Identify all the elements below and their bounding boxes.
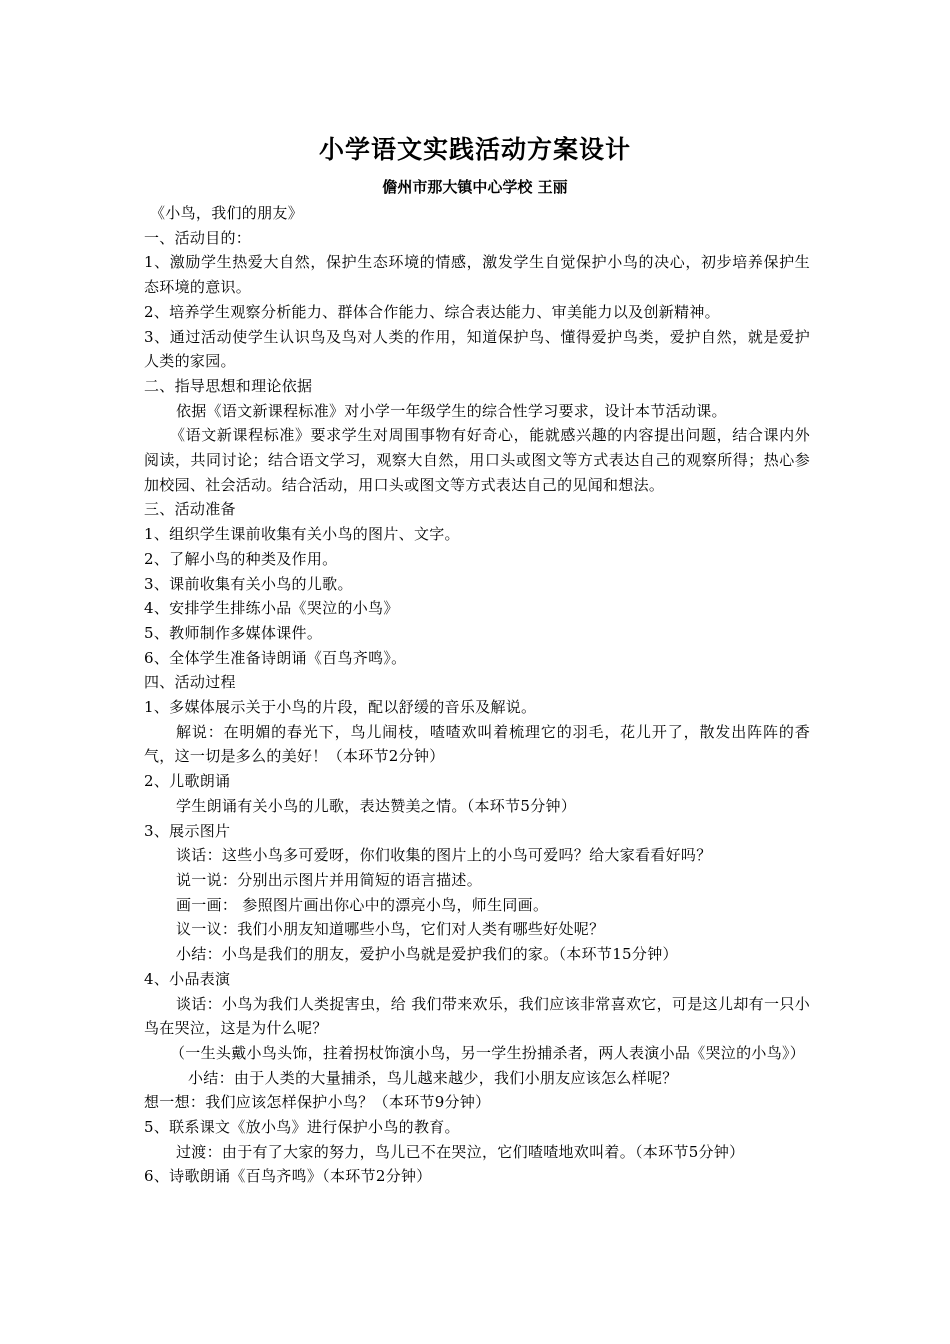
process-detail: 过渡：由于有了大家的努力，鸟儿已不在哭泣，它们喳喳地欢叫着。（本环节5分钟） — [176, 1142, 745, 1161]
process-detail: （一生头戴小鸟头饰，拄着拐杖饰演小鸟，另一学生扮捕杀者，两人表演小品《哭泣的小鸟》） — [170, 1043, 806, 1062]
process-detail: 议一议：我们小朋友知道哪些小鸟，它们对人类有哪些好处呢？ — [176, 920, 605, 939]
process-detail: 谈话：小鸟为我们人类捉害虫，给 我们带来欢乐，我们应该非常喜欢它，可是这儿却有一只小鸟在哭泣，这是为什么呢？ — [144, 994, 810, 1038]
theory-paragraph: 依据《语文新课程标准》对小学一年级学生的综合性学习要求，设计本节活动课。 — [176, 401, 727, 420]
process-step: 6、诗歌朗诵《百鸟齐鸣》（本环节2分钟） — [144, 1167, 432, 1186]
section-heading-goals: 一、活动目的： — [144, 228, 252, 247]
preparation-item: 3、课前收集有关小鸟的儿歌。 — [144, 574, 353, 593]
process-detail: 画一画： 参照图片画出你心中的漂亮小鸟，师生同画。 — [176, 895, 549, 914]
goal-item: 3、通过活动使学生认识鸟及鸟对人类的作用，知道保护鸟、懂得爱护鸟类，爱护自然，就是爱护人类的家园。 — [144, 327, 810, 371]
process-detail: 小结：由于人类的大量捕杀，鸟儿越来越少，我们小朋友应该怎么样呢？ — [188, 1068, 678, 1087]
document-author: 儋州市那大镇中心学校 王丽 — [382, 178, 568, 196]
process-step: 4、小品表演 — [144, 969, 231, 988]
goal-item: 2、培养学生观察分析能力、群体合作能力、综合表达能力、审美能力以及创新精神。 — [144, 302, 720, 321]
theory-paragraph: 《语文新课程标准》要求学生对周围事物有好奇心，能就感兴趣的内容提出问题，结合课内外阅读，共同讨论；结合语文学习，观察大自然，用口头或图文等方式表达自己的观察所得；热心参加校园、社会活动。结合活动，用口头或图文等方式表达自己的见闻和想法。 — [144, 426, 810, 494]
process-step: 5、联系课文《放小鸟》进行保护小鸟的教育。 — [144, 1118, 460, 1137]
process-detail: 解说：在明媚的春光下，鸟儿闹枝，喳喳欢叫着梳理它的羽毛，花儿开了，散发出阵阵的香气，这一切是多么的美好！（本环节2分钟） — [144, 722, 810, 766]
document-title: 小学语文实践活动方案设计 — [318, 135, 631, 164]
preparation-item: 1、组织学生课前收集有关小鸟的图片、文字。 — [144, 525, 460, 544]
activity-name: 《小鸟，我们的朋友》 — [150, 204, 304, 222]
preparation-item: 2、了解小鸟的种类及作用。 — [144, 549, 338, 568]
process-detail: 小结：小鸟是我们的朋友，爱护小鸟就是爱护我们的家。（本环节15分钟） — [176, 945, 678, 964]
section-heading-preparation: 三、活动准备 — [144, 500, 236, 519]
process-detail: 想一想：我们应该怎样保护小鸟？（本环节9分钟） — [144, 1093, 491, 1112]
section-heading-process: 四、活动过程 — [144, 673, 236, 692]
preparation-item: 4、安排学生排练小品《哭泣的小鸟》 — [144, 599, 399, 618]
process-detail: 说一说：分别出示图片并用简短的语言描述。 — [176, 870, 483, 889]
goal-item: 1、激励学生热爱大自然，保护生态环境的情感，激发学生自觉保护小鸟的决心，初步培养保护生态环境的意识。 — [144, 253, 810, 297]
process-detail: 学生朗诵有关小鸟的儿歌，表达赞美之情。（本环节5分钟） — [176, 796, 577, 815]
process-step: 1、多媒体展示关于小鸟的片段，配以舒缓的音乐及解说。 — [144, 698, 537, 717]
preparation-item: 6、全体学生准备诗朗诵《百鸟齐鸣》。 — [144, 648, 407, 667]
preparation-item: 5、教师制作多媒体课件。 — [144, 623, 323, 642]
process-step: 2、儿歌朗诵 — [144, 772, 231, 791]
document-body — [144, 201, 810, 1189]
process-detail: 谈话：这些小鸟多可爱呀，你们收集的图片上的小鸟可爱吗？给大家看看好吗？ — [176, 846, 712, 865]
section-heading-theory: 二、指导思想和理论依据 — [144, 376, 313, 395]
process-step: 3、展示图片 — [144, 821, 231, 840]
